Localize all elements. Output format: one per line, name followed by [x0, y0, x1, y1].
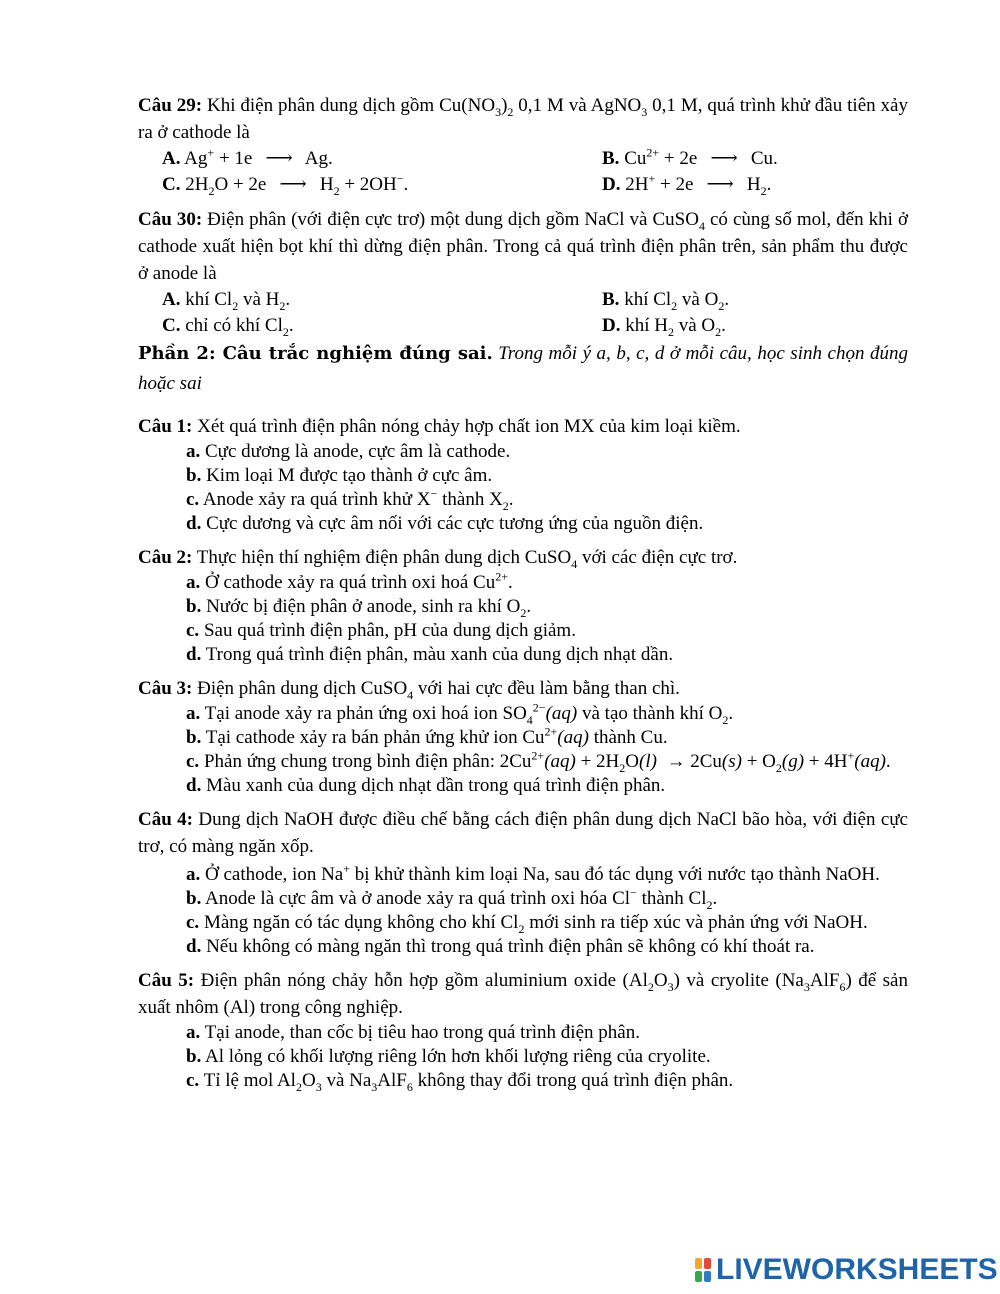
option-d[interactable]: D. 2H+ + 2e ⟶ $H_2$. — [602, 171, 772, 198]
option-a[interactable]: A. Ag+ + 1e ⟶ Ag. — [162, 145, 333, 169]
statement-a[interactable]: a. Ở cathode xảy ra quá trình oxi hoá $Cu^{2+}$. — [186, 569, 513, 593]
option-d[interactable]: D. khí $H_2$ và $O_2$. — [602, 315, 726, 339]
question-29 — [138, 92, 908, 146]
question-5 — [138, 967, 908, 1021]
question-3 — [138, 675, 908, 702]
question-stem: Điện phân nóng chảy hỗn hợp gồm aluminium oxide $(Al_2O_3)$ và cryolite $(Na_3AlF_6)$ để sản xuất nhôm (Al) trong công nghiệp. — [138, 970, 908, 1018]
question-30-options — [138, 287, 908, 339]
question-stem: Thực hiện thí nghiệm điện phân dung dịch CuSO$_4$ với các điện cực trơ. — [192, 547, 738, 571]
logo-icon — [694, 1257, 712, 1283]
question-stem: Xét quá trình điện phân nóng chảy hợp chất ion MX của kim loại kiềm. — [192, 416, 741, 437]
question-stem: Điện phân dung dịch CuSO$_4$ với hai cực đều làm bằng than chì. — [192, 678, 680, 702]
question-label: Câu 5: — [138, 970, 195, 991]
question-label: Câu 2: — [138, 547, 193, 568]
statement-c[interactable]: c. Phản ứng chung trong bình điện phân: $2Cu^{2+}(aq) + 2H_2O(l) \to 2Cu(s) + O_2(g) + 4H^+(aq)$. — [186, 748, 891, 775]
part-2-instruction: Trong mỗi ý a, b, c, d ở mỗi câu, học sinh chọn đúng hoặc sai — [138, 343, 909, 394]
question-stem: Khi điện phân dung dịch gồm $Cu(NO_3)_2$ 0,1 M và AgNO$_3$ 0,1 M, quá trình khử đầu tiên xảy ra ở cathode là — [138, 95, 908, 143]
question-4 — [138, 806, 908, 860]
question-stem: Điện phân (với điện cực trơ) một dung dịch gồm NaCl và CuSO$_4$ có cùng số mol, đến khi ở cathode xuất hiện bọt khí thì dừng điện phân. Trong cả quá trình điện phân trên, sản phẩm thu được ở anode là — [138, 209, 908, 284]
document-page — [138, 92, 908, 1093]
question-29-options — [138, 146, 908, 198]
question-label: Câu 1: — [138, 416, 193, 437]
statement-c[interactable]: c. Màng ngăn có tác dụng không cho khí $Cl_2$ mới sinh ra tiếp xúc và phản ứng với NaOH. — [186, 912, 868, 936]
option-a[interactable]: A. khí $Cl_2$ và $H_2$. — [162, 289, 291, 313]
option-b[interactable]: B. khí $Cl_2$ và $O_2$. — [602, 289, 730, 313]
statement-c[interactable]: c. Sau quá trình điện phân, pH của dung dịch giảm. — [186, 620, 576, 641]
brand-name: LIVEWORKSHEETS — [716, 1253, 998, 1286]
question-30 — [138, 206, 908, 287]
statement-b[interactable]: b. Tại cathode xảy ra bán phản ứng khử ion $Cu^{2+}(aq)$ thành Cu. — [186, 724, 668, 748]
question-1 — [138, 413, 908, 440]
statement-b[interactable]: b. Nước bị điện phân ở anode, sinh ra khí $O_2$. — [186, 596, 532, 620]
statement-d[interactable]: d. Trong quá trình điện phân, màu xanh của dung dịch nhạt dần. — [186, 644, 674, 665]
question-label: Câu 29: — [138, 95, 203, 116]
statement-b[interactable]: b. Al lỏng có khối lượng riêng lớn hơn khối lượng riêng của cryolite. — [186, 1046, 711, 1067]
question-2 — [138, 544, 908, 571]
statement-b[interactable]: b. Anode là cực âm và ở anode xảy ra quá trình oxi hóa Cl− thành $Cl_2$. — [186, 885, 718, 912]
statement-a[interactable]: a. Tại anode xảy ra phản ứng oxi hoá ion $SO_4^{2-}(aq)$ và tạo thành khí $O_2$. — [186, 700, 734, 727]
statement-d[interactable]: d. Màu xanh của dung dịch nhạt dần trong quá trình điện phân. — [186, 775, 666, 796]
statement-c[interactable]: c. Anode xảy ra quá trình khử X− thành $X_2$. — [186, 486, 514, 513]
question-label: Câu 4: — [138, 809, 193, 830]
option-c[interactable]: C. chỉ có khí $Cl_2$. — [162, 315, 294, 339]
question-label: Câu 3: — [138, 678, 193, 699]
question-stem: Dung dịch NaOH được điều chế bằng cách điện phân dung dịch NaCl bão hòa, với điện cực trơ, có màng ngăn xốp. — [138, 809, 908, 857]
statement-d[interactable]: d. Nếu không có màng ngăn thì trong quá trình điện phân sẽ không có khí thoát ra. — [186, 936, 815, 957]
question-label: Câu 30: — [138, 209, 203, 230]
statement-a[interactable]: a. Tại anode, than cốc bị tiêu hao trong quá trình điện phân. — [186, 1022, 640, 1043]
statement-a[interactable]: a. Cực dương là anode, cực âm là cathode. — [186, 441, 511, 462]
liveworksheets-logo — [694, 1252, 998, 1288]
option-c[interactable]: C. $2H_2O + 2e$ ⟶ $H_2 + 2OH^-$. — [162, 171, 409, 198]
statement-b[interactable]: b. Kim loại M được tạo thành ở cực âm. — [186, 465, 493, 486]
option-b[interactable]: B. $Cu^{2+} + 2e$ ⟶ Cu. — [602, 145, 778, 169]
part-2-heading — [138, 339, 908, 399]
statement-c[interactable]: c. Tỉ lệ mol $Al_2O_3$ và $Na_3AlF_6$ không thay đổi trong quá trình điện phân. — [186, 1070, 734, 1094]
statement-a[interactable]: a. Ở cathode, ion Na+ bị khử thành kim loại Na, sau đó tác dụng với nước tạo thành NaOH. — [186, 861, 880, 885]
statement-d[interactable]: d. Cực dương và cực âm nối với các cực tương ứng của nguồn điện. — [186, 513, 704, 534]
part-2-label: Phần 2: Câu trắc nghiệm đúng sai. — [138, 343, 493, 364]
